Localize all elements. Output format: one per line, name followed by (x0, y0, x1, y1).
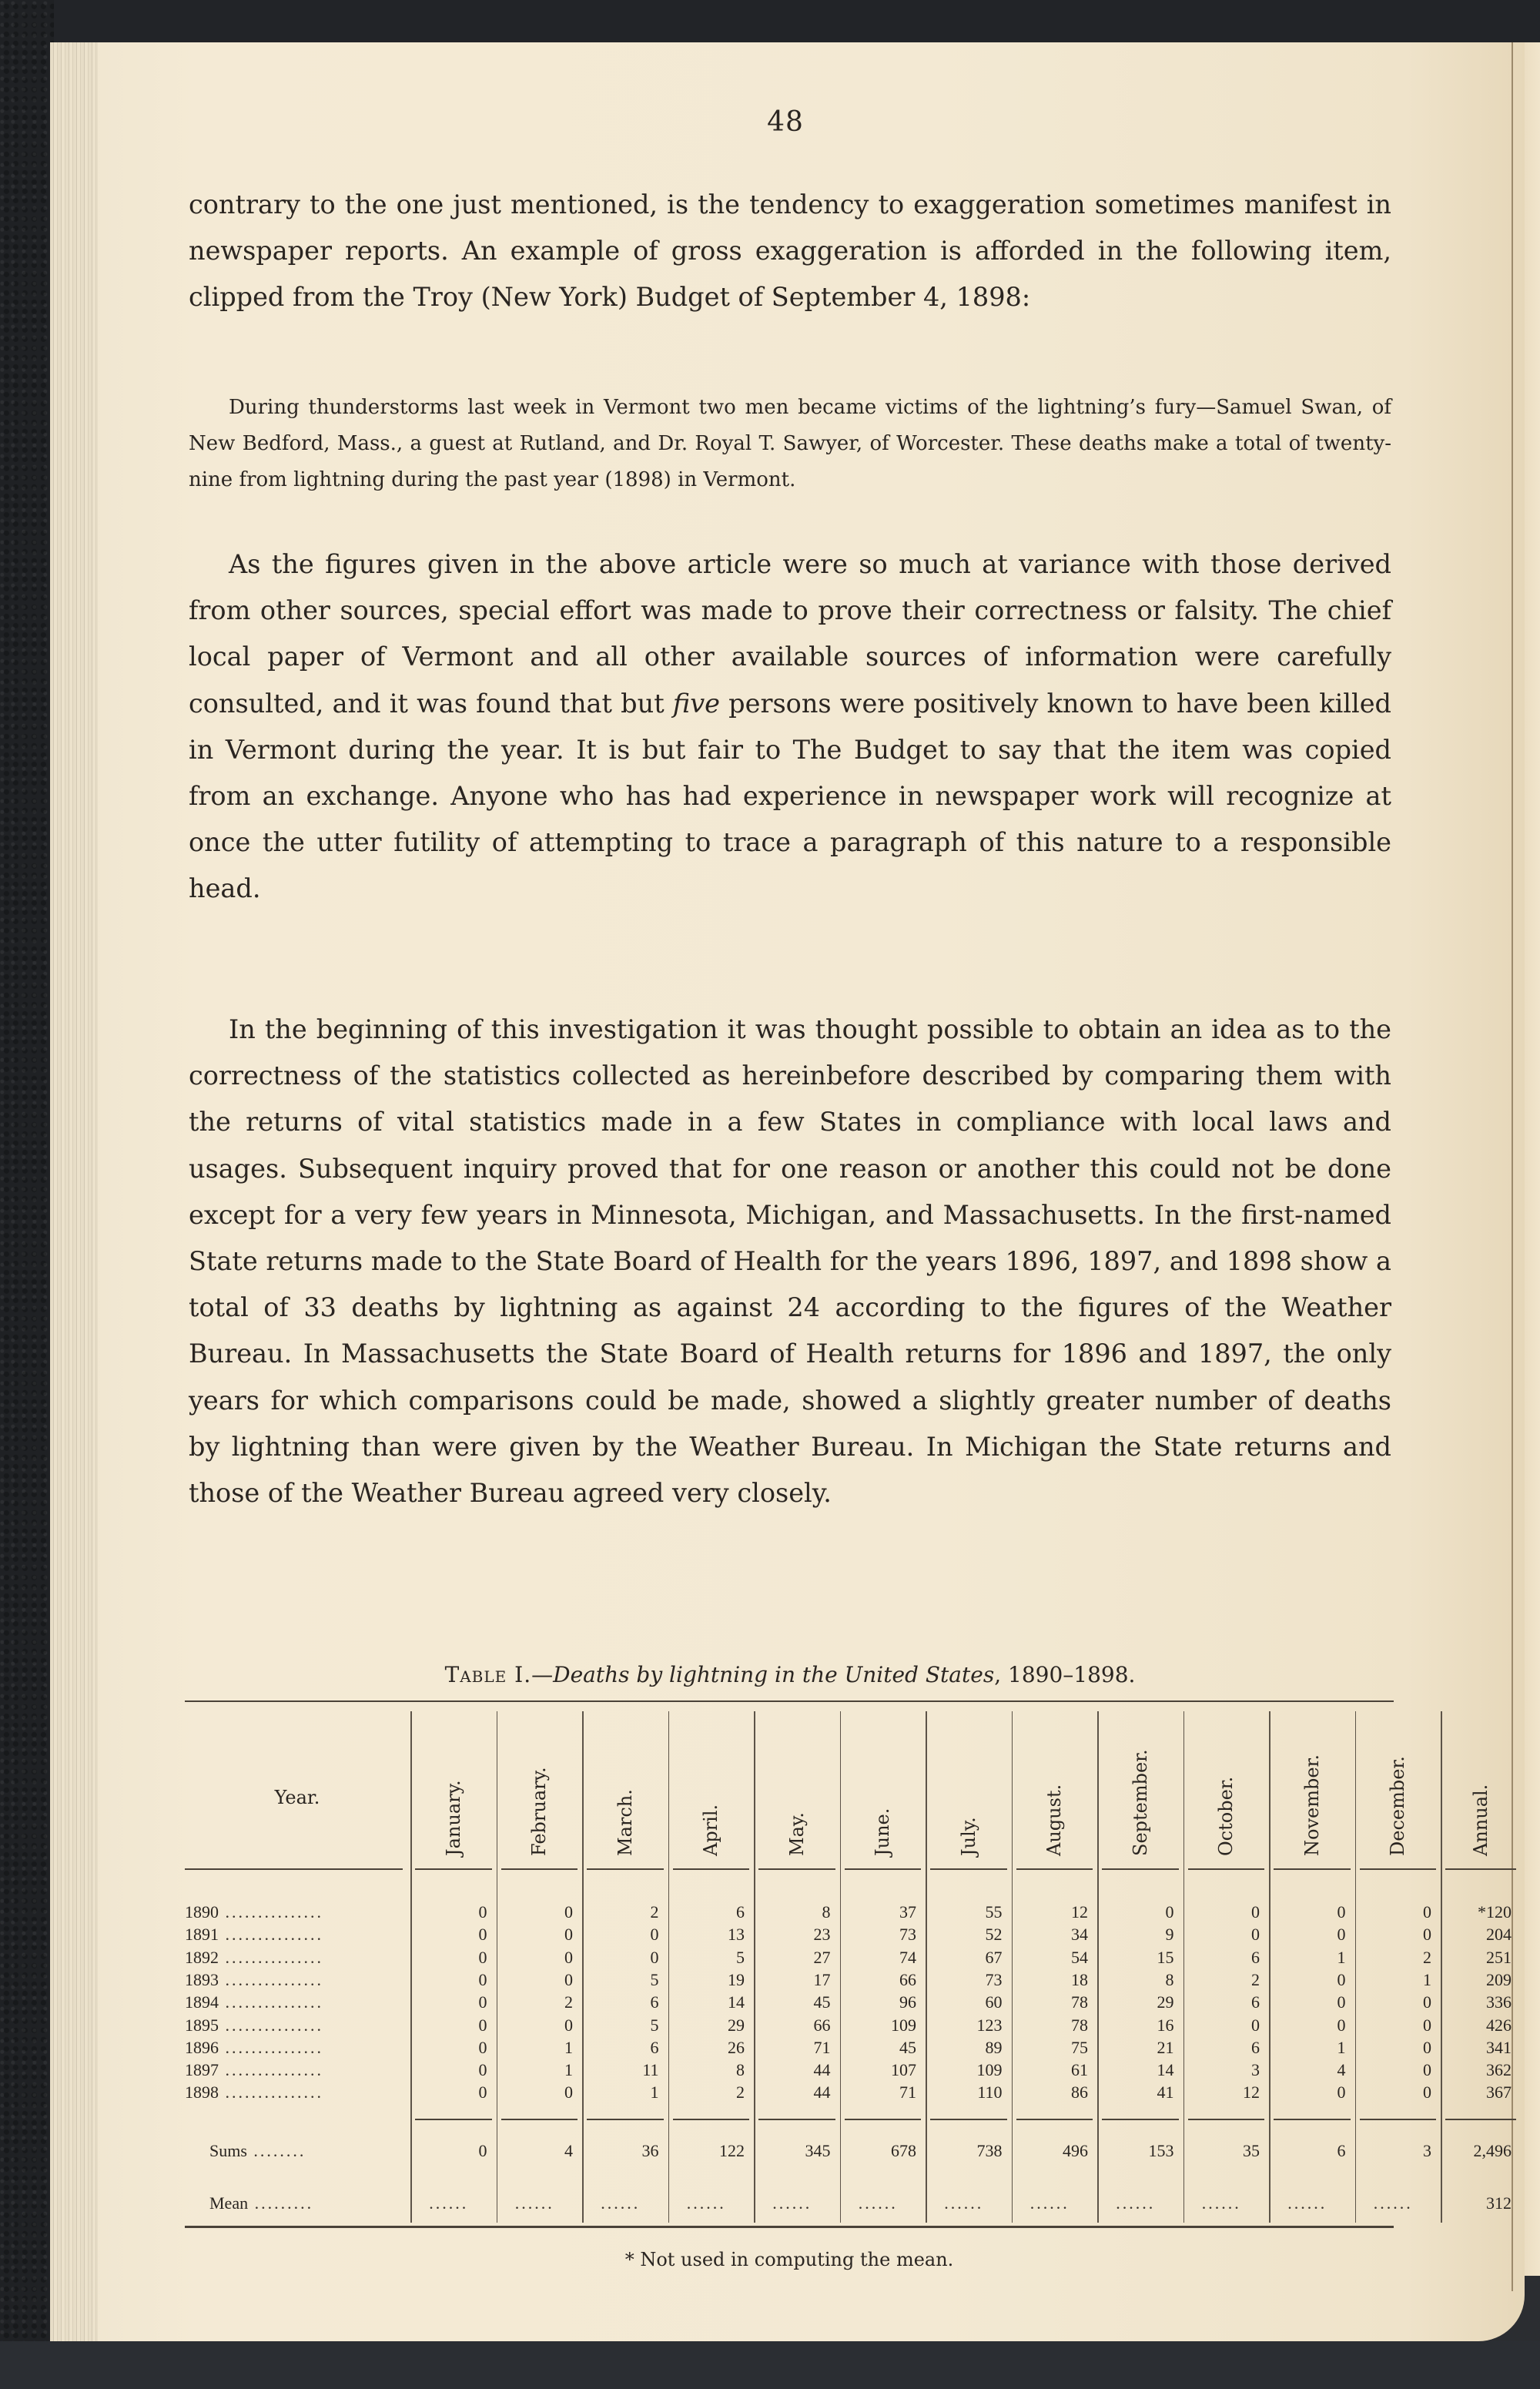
data-row-cell: 8 (1165, 1969, 1174, 1989)
data-row-label (185, 1902, 323, 1922)
data-row-cell: 44 (813, 2082, 831, 2103)
data-row-cell: 1 (564, 2060, 573, 2080)
sum-rule (587, 2119, 664, 2120)
newspaper-quote (189, 390, 1391, 498)
data-row-cell: 23 (813, 1925, 831, 1945)
paragraph-state-returns (189, 1007, 1391, 1516)
data-row-cell: 73 (899, 1925, 916, 1945)
sum-rule (1360, 2119, 1437, 2120)
data-row-cell: 78 (1071, 2015, 1088, 2035)
sums-row-cell: 153 (1148, 2141, 1174, 2160)
sum-rule (1188, 2119, 1265, 2120)
data-row-cell: 0 (1423, 2037, 1431, 2057)
data-row-cell: 0 (1337, 2015, 1346, 2035)
month-column-header: January. (442, 1780, 464, 1856)
data-row-cell: 1 (650, 2082, 659, 2103)
sum-rule (1274, 2119, 1351, 2120)
sums-row-label (209, 2141, 306, 2161)
data-row-cell: 0 (1165, 1902, 1174, 1922)
paragraph-text: As the figures given in the above article were so much at variance with those derived from other sources, special effort was made to prove their correctness or falsity. The chief local paper of Vermont and all other available sources of information were carefully consulted, and it was found that but (189, 549, 1391, 719)
data-row-cell: 75 (1071, 2037, 1088, 2057)
data-row-label (185, 1970, 323, 1990)
data-row-cell: 71 (813, 2037, 831, 2057)
data-row-cell: 0 (564, 2015, 573, 2035)
data-row-cell: 5 (650, 1969, 659, 1989)
data-row-cell: 110 (977, 2082, 1003, 2103)
data-row-cell: 1 (1337, 2037, 1346, 2057)
data-row-cell: 66 (813, 2015, 831, 2035)
mean-row-cell: ...... (1287, 2193, 1327, 2213)
sums-row-cell: 496 (1063, 2141, 1088, 2160)
leader-dots: ......... (248, 2193, 314, 2213)
leader-dots: ............... (219, 1969, 323, 1989)
header-rule (758, 1868, 835, 1870)
data-row-cell: 21 (1157, 2037, 1174, 2057)
data-row-cell: 0 (478, 1902, 487, 1922)
sum-rule (501, 2119, 578, 2120)
sums-row-cell: 678 (891, 2141, 916, 2160)
data-row-cell: 341 (1486, 2037, 1512, 2057)
data-row-cell: 426 (1486, 2015, 1512, 2035)
data-row-cell: 0 (1423, 1992, 1431, 2012)
data-row-cell: 2 (564, 1992, 573, 2012)
data-row-cell: 26 (728, 2037, 745, 2057)
month-column-header: June. (872, 1808, 894, 1856)
data-row-cell: 0 (478, 1992, 487, 2012)
data-row-label (185, 2082, 323, 2103)
data-row-cell: 41 (1157, 2082, 1174, 2103)
data-row-cell: 74 (899, 1947, 916, 1967)
leader-dots: ............... (219, 1947, 323, 1967)
month-column-header: December. (1387, 1756, 1409, 1856)
data-row-cell: 8 (736, 2060, 745, 2080)
data-row-cell: 123 (976, 2015, 1003, 2035)
data-row-cell: 9 (1165, 1925, 1174, 1945)
data-row-cell: 0 (564, 1925, 573, 1945)
page-gutter-line (1512, 42, 1513, 2291)
data-row-cell: 44 (813, 2060, 831, 2080)
data-row-cell: 0 (564, 2082, 573, 2103)
mean-row-cell: 312 (1486, 2193, 1512, 2213)
mean-row-cell: ...... (514, 2193, 554, 2213)
sums-row-cell: 345 (805, 2141, 831, 2160)
data-row-cell: 29 (728, 2015, 745, 2035)
leader-dots: ............... (219, 2082, 323, 2103)
data-row-cell: 14 (728, 1992, 745, 2012)
sums-row-cell: 36 (641, 2141, 659, 2160)
data-row-cell: 0 (564, 1902, 573, 1922)
data-row-cell: 14 (1157, 2060, 1174, 2080)
data-row-label (185, 2038, 323, 2058)
data-row-cell: 6 (650, 2037, 659, 2057)
data-row-label (185, 2060, 323, 2080)
quote-text: During thunderstorms last week in Vermont two men became victims of the lightning’s fury—Samuel Swan, of New Bedford, Mass., a guest at Rutland, and Dr. Royal T. Sawyer, of Worcester. These deaths make a total of twenty-nine from lightning during the past year (1898) in Vermont. (189, 396, 1391, 491)
sum-rule (1102, 2119, 1179, 2120)
page-number: 48 (767, 106, 804, 138)
data-row-cell: 29 (1157, 1992, 1174, 2012)
mean-row-cell: ...... (1116, 2193, 1156, 2213)
data-row-cell: 0 (1337, 1902, 1346, 1922)
data-row-cell: 109 (976, 2060, 1003, 2080)
data-row-cell: 78 (1071, 1992, 1088, 2012)
sum-rule (758, 2119, 835, 2120)
data-row-cell: 2 (1251, 1969, 1260, 1989)
row-label-text: 1898 (185, 2082, 219, 2103)
data-row-cell: 89 (985, 2037, 1003, 2057)
table-footnote: * Not used in computing the mean. (624, 2249, 954, 2270)
header-rule (185, 1868, 403, 1870)
month-column-header: August. (1043, 1784, 1066, 1856)
book-binding-left (0, 0, 54, 2389)
caption-dash: — (531, 1662, 554, 1687)
header-rule (673, 1868, 750, 1870)
data-row-cell: 0 (1423, 2082, 1431, 2103)
data-row-cell: 6 (1251, 2037, 1260, 2057)
data-row-cell: 96 (899, 1992, 916, 2012)
data-row-cell: 8 (822, 1902, 831, 1922)
row-label-text: 1895 (185, 2015, 219, 2035)
mean-row-label (209, 2193, 313, 2213)
page-stack-edge (50, 42, 98, 2341)
data-row-cell: 0 (1251, 1902, 1260, 1922)
data-row-label (185, 1925, 323, 1945)
row-label-text: 1896 (185, 2037, 219, 2057)
leader-dots: ............... (219, 2015, 323, 2035)
data-row-cell: 0 (478, 2037, 487, 2057)
sum-rule (930, 2119, 1007, 2120)
data-row-cell: 109 (891, 2015, 916, 2035)
data-row-cell: 37 (899, 1902, 916, 1922)
row-label-text: 1893 (185, 1969, 219, 1989)
data-row-cell: 5 (650, 2015, 659, 2035)
mean-row-cell: ...... (944, 2193, 984, 2213)
data-row-cell: 73 (985, 1969, 1003, 1989)
mean-row-cell: ...... (429, 2193, 469, 2213)
data-row-cell: 0 (1337, 1925, 1346, 1945)
mean-row-cell: ...... (1373, 2193, 1413, 2213)
sums-row-cell: 122 (719, 2141, 745, 2160)
table-years: , 1890–1898. (994, 1662, 1136, 1687)
header-rule (587, 1868, 664, 1870)
header-rule (1274, 1868, 1351, 1870)
table-top-rule (185, 1700, 1394, 1702)
data-row-cell: 2 (736, 2082, 745, 2103)
row-label-text: Sums (209, 2141, 247, 2160)
header-rule (1016, 1868, 1093, 1870)
data-row-cell: 1 (1337, 1947, 1346, 1967)
month-column-header: March. (614, 1789, 636, 1856)
data-row-cell: 367 (1486, 2082, 1512, 2103)
sum-rule (1016, 2119, 1093, 2120)
row-label-text: 1897 (185, 2060, 219, 2080)
data-row-cell: 6 (1251, 1947, 1260, 1967)
row-label-text: 1891 (185, 1925, 219, 1945)
data-row-cell: 251 (1486, 1947, 1512, 1967)
leader-dots: ............... (219, 1902, 323, 1922)
data-row-cell: 0 (478, 2060, 487, 2080)
header-rule (930, 1868, 1007, 1870)
header-rule (1188, 1868, 1265, 1870)
mean-row-cell: ...... (858, 2193, 898, 2213)
month-column-header: February. (528, 1767, 551, 1856)
data-row-cell: 0 (1423, 1902, 1431, 1922)
month-column-header: May. (785, 1812, 808, 1856)
data-row-cell: 67 (985, 1947, 1003, 1967)
table-label: Table I. (444, 1662, 532, 1687)
lightning-deaths-table (185, 1700, 1512, 2232)
data-row-cell: 0 (478, 2082, 487, 2103)
row-label-text: Mean (209, 2193, 249, 2213)
paragraph-intro (189, 182, 1391, 321)
data-row-cell: 0 (1251, 2015, 1260, 2035)
sums-row-cell: 2,496 (1473, 2141, 1512, 2160)
month-column-header: July. (957, 1817, 979, 1856)
data-row-label (185, 2015, 323, 2036)
data-row-cell: 18 (1071, 1969, 1088, 1989)
month-column-header: October. (1215, 1776, 1237, 1856)
sums-row-cell: 0 (478, 2141, 487, 2160)
data-row-cell: 0 (1337, 2082, 1346, 2103)
data-row-cell: 17 (813, 1969, 831, 1989)
data-row-cell: 107 (891, 2060, 916, 2080)
data-row-cell: 0 (1337, 1969, 1346, 1989)
data-row-cell: 11 (642, 2060, 659, 2080)
data-row-cell: 0 (1423, 1925, 1431, 1945)
data-row-cell: 66 (899, 1969, 916, 1989)
data-row-cell: 0 (478, 1947, 487, 1967)
data-row-cell: 0 (1423, 2015, 1431, 2035)
paragraph-text: In the beginning of this investigation it was thought possible to obtain an idea as to the correctness of the statistics collected as hereinbefore described by comparing them with the returns of vital statistics made in a few States in compliance with local laws and usages. Subsequent inquiry proved that for one reason or another this could not be done except for a very few years in Minnesota, Michigan, and Massachusetts. In the first-named State returns made to the State Board of Health for the years 1896, 1897, and 1898 show a total of 33 deaths by lightning as against 24 according to the figures of the Weather Bureau. In Massachusetts the State Board of Health returns for 1896 and 1897, the only years for which comparisons could be made, showed a slightly greater number of deaths by lightning than were given by the Weather Bureau. In Michigan the State returns and those of the Weather Bureau agreed very closely. (189, 1014, 1391, 1509)
data-row-cell: 6 (650, 1992, 659, 2012)
data-row-cell: 1 (564, 2037, 573, 2057)
data-row-cell: 0 (1423, 2060, 1431, 2080)
sum-rule (673, 2119, 750, 2120)
data-row-cell: 45 (899, 2037, 916, 2057)
paragraph-text: contrary to the one just mentioned, is the tendency to exaggeration sometimes manifest in newspaper reports. An example of gross exaggeration is afforded in the following item, clipped from the Troy (New York) Budget of September 4, 1898: (189, 189, 1391, 313)
data-row-cell: 19 (728, 1969, 745, 1989)
mean-row-cell: ...... (686, 2193, 726, 2213)
paragraph-verification (189, 541, 1391, 913)
data-row-cell: 4 (1337, 2060, 1346, 2080)
data-row-cell: 54 (1071, 1947, 1088, 1967)
data-row-cell: 52 (985, 1925, 1003, 1945)
data-row-cell: 0 (1251, 1925, 1260, 1945)
data-row-cell: 34 (1071, 1925, 1088, 1945)
data-row-cell: *120 (1478, 1902, 1512, 1922)
header-rule (415, 1868, 492, 1870)
paragraph-text: persons were positively known to have been killed in Vermont during the year. It is but fair to The Budget to say that the item was copied from an exchange. Anyone who has had experience in newspaper work will recognize at once the utter futility of attempting to trace a paragraph of this nature to a responsible head. (189, 688, 1391, 904)
row-label-text: 1894 (185, 1992, 219, 2012)
leader-dots: ........ (246, 2141, 306, 2160)
mean-row-cell: ...... (1029, 2193, 1070, 2213)
leader-dots: ............... (219, 1925, 323, 1945)
header-rule (501, 1868, 578, 1870)
data-row-cell: 0 (478, 1925, 487, 1945)
leader-dots: ............... (219, 2060, 323, 2080)
month-column-header: September. (1129, 1749, 1151, 1856)
book-binding-bottom (0, 2341, 1540, 2389)
month-column-header: April. (700, 1804, 722, 1856)
sums-row-cell: 738 (976, 2141, 1003, 2160)
row-label-text: 1892 (185, 1947, 219, 1967)
data-row-cell: 55 (985, 1902, 1003, 1922)
table-title: Deaths by lightning in the United States (553, 1662, 995, 1687)
data-row-cell: 45 (813, 1992, 831, 2012)
data-row-cell: 86 (1071, 2082, 1088, 2103)
data-row-cell: 0 (564, 1947, 573, 1967)
sums-row-cell: 35 (1243, 2141, 1260, 2160)
data-row-cell: 362 (1486, 2060, 1512, 2080)
mean-row-cell: ...... (772, 2193, 812, 2213)
data-row-label (185, 1992, 323, 2012)
data-row-cell: 12 (1243, 2082, 1260, 2103)
data-row-cell: 6 (1251, 1992, 1260, 2012)
month-column-header: November. (1301, 1754, 1323, 1856)
header-rule (1102, 1868, 1179, 1870)
month-column-header: Annual. (1470, 1784, 1491, 1856)
leader-dots: ............... (219, 2037, 323, 2057)
emphasis-text: five (672, 688, 720, 719)
book-binding-top (0, 0, 1540, 42)
table-bottom-rule (185, 2226, 1394, 2228)
data-row-cell: 0 (650, 1925, 659, 1945)
data-row-cell: 336 (1486, 1992, 1512, 2012)
year-column-header: Year. (274, 1787, 320, 1808)
data-row-cell: 15 (1157, 1947, 1174, 1967)
header-rule (1360, 1868, 1437, 1870)
sums-row-cell: 6 (1337, 2141, 1346, 2160)
row-label-text: 1890 (185, 1902, 219, 1922)
data-row-cell: 13 (728, 1925, 745, 1945)
data-row-cell: 209 (1486, 1969, 1512, 1989)
data-row-cell: 1 (1423, 1969, 1431, 1989)
data-row-cell: 2 (1423, 1947, 1431, 1967)
data-row-cell: 5 (736, 1947, 745, 1967)
leader-dots: ............... (219, 1992, 323, 2012)
data-row-cell: 12 (1071, 1902, 1088, 1922)
sum-rule (845, 2119, 922, 2120)
data-row-cell: 16 (1157, 2015, 1174, 2035)
data-row-cell: 60 (985, 1992, 1003, 2012)
data-row-cell: 71 (899, 2082, 916, 2103)
data-row-cell: 0 (564, 1969, 573, 1989)
sum-rule (1445, 2119, 1516, 2120)
sums-row-cell: 3 (1423, 2141, 1431, 2160)
data-row-cell: 2 (650, 1902, 659, 1922)
data-row-cell: 27 (813, 1947, 831, 1967)
data-row-cell: 0 (478, 2015, 487, 2035)
table-caption (189, 1662, 1391, 1687)
header-rule (845, 1868, 922, 1870)
data-row-cell: 204 (1486, 1925, 1512, 1945)
data-row-label (185, 1948, 323, 1968)
data-row-cell: 0 (650, 1947, 659, 1967)
sums-row-cell: 4 (564, 2141, 573, 2160)
data-row-cell: 0 (1337, 1992, 1346, 2012)
data-row-cell: 61 (1071, 2060, 1088, 2080)
data-row-cell: 0 (478, 1969, 487, 1989)
data-row-cell: 3 (1251, 2060, 1260, 2080)
mean-row-cell: ...... (601, 2193, 641, 2213)
sum-rule (415, 2119, 492, 2120)
mean-row-cell: ...... (1201, 2193, 1241, 2213)
data-row-cell: 6 (736, 1902, 745, 1922)
header-rule (1445, 1868, 1516, 1870)
